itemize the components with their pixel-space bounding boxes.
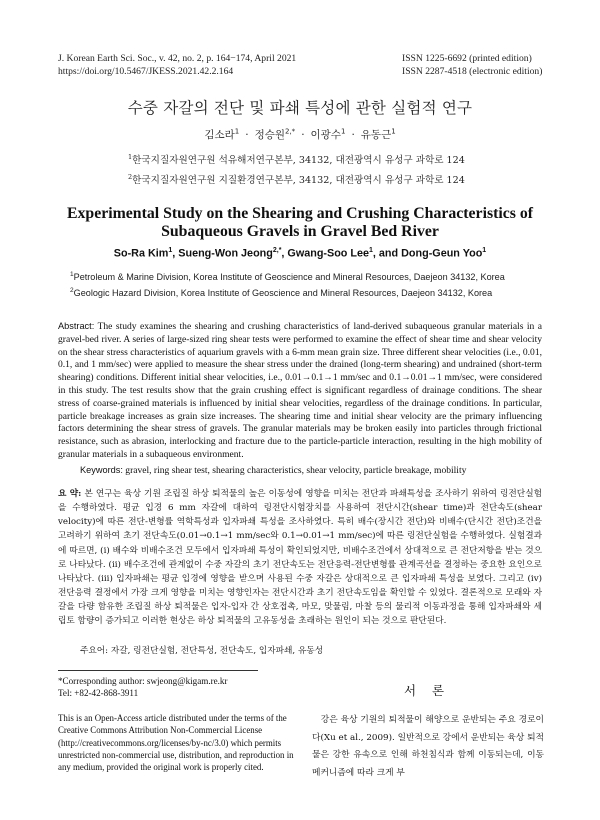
english-title — [0, 205, 600, 241]
english-title-line2: Subaqueous Gravels in Gravel Bed River — [161, 223, 439, 240]
license-notice: This is an Open-Access article distributed under the terms of the Creative Commons Attribution Non-Commercial License (http://creativecommons.org/licenses/by-nc/3.0) which permits unrestricted non-commercial use, distribution, and reproduction in any medium, provided the original work is properly cited. — [58, 713, 294, 773]
author-superscript: 1 — [168, 247, 173, 254]
author-name: Dong-Geun Yoo — [401, 247, 483, 260]
author-superscript: 1 — [369, 247, 373, 254]
korean-authors — [0, 127, 600, 142]
affiliation-line — [128, 169, 465, 189]
author-and: , and — [372, 247, 402, 260]
author-name: Sueng-Won Jeong — [178, 247, 273, 260]
korean-abstract — [58, 487, 542, 629]
author-superscript: 1 — [391, 127, 396, 136]
abstract-label: Abstract: — [58, 321, 95, 331]
abstract-text: The study examines the shearing and crushing characteristics of land-derived subaqueous granular materials in a gravel-bed river. A series of large-sized ring shear tests were performed to examine the effect of shear time and shear velocity on the shear stress characteristics of aquarium gravels with a 6-mm mean grain size. Three different shear velocities (i.e., 0.01, 0.1, and 1 mm/sec) were applied to measure the shear stress under the drained (long-term shearing) and undrained (short-term shearing) conditions. Different initial shear velocities, i.e., 0.01→0.1→1 mm/sec and 0.1→0.01→1 mm/sec, were considered in this study. The test results show that the grain crushing effect is significant regardless of drainage conditions. The shear stress of coarse-grained materials is influenced by initial shear velocities, regardless of the drainage conditions. In particular, particle breakage increases as grain size increases. The shearing time and initial shear velocity are the primary influencing factors determining the shear stress of gravels. The granular materials may be broken easily into particles through frictional resistance, such as abrasion, interlocking and fracture due to the particle-particle interaction, resulting in the high mobility of granular materials in a subaqueous environment. — [58, 321, 543, 460]
footnote-divider — [58, 670, 258, 671]
korean-keywords-text: 자갈, 링전단실험, 전단특성, 전단속도, 입자파쇄, 유동성 — [110, 646, 324, 656]
author-name: 이광수 — [310, 129, 341, 141]
correspondence — [58, 675, 288, 699]
journal-header — [58, 52, 296, 78]
author-comma: , — [281, 247, 288, 260]
issn-electronic: ISSN 2287-4518 (electronic edition) — [402, 66, 543, 77]
affiliation-superscript: 2 — [128, 173, 133, 182]
affiliation-superscript: 1 — [128, 153, 133, 161]
affiliation-line — [128, 149, 465, 169]
author-name: So-Ra Kim — [113, 247, 169, 260]
author-superscript: 2,* — [285, 127, 296, 136]
journal-citation: J. Korean Earth Sci. Soc., v. 42, no. 2, p. 164−174, April 2021 — [58, 53, 297, 64]
affiliation-text: Petroleum & Marine Division, Korea Institute of Geoscience and Mineral Resources, Daejeon 34132, Korea — [73, 272, 505, 283]
korean-keywords — [80, 644, 323, 656]
affiliation-text: 한국지질자원연구원 석유해저연구본부, 34132, 대전광역시 유성구 과학로 124 — [132, 155, 465, 167]
korean-affiliations — [128, 149, 465, 189]
english-affiliations — [70, 268, 505, 300]
corresponding-tel: Tel: +82-42-868-3911 — [58, 688, 139, 698]
keywords — [80, 465, 466, 476]
affiliation-superscript: 2 — [70, 287, 74, 295]
keywords-text: gravel, ring shear test, shearing characteristics, shear velocity, particle breakage, mobility — [125, 465, 467, 476]
author-comma: , — [172, 247, 179, 260]
author-name: 유동근 — [360, 129, 392, 141]
corresponding-author: *Corresponding author: swjeong@kigam.re.kr — [58, 676, 228, 686]
doi-link[interactable]: https://doi.org/10.5467/JKESS.2021.42.2.164 — [58, 66, 234, 77]
author-name: Gwang-Soo Lee — [287, 247, 370, 260]
korean-title: 수중 자갈의 전단 및 파쇄 특성에 관한 실험적 연구 — [127, 99, 473, 117]
introduction-text: 강은 육상 기원의 퇴적물이 해양으로 운반되는 주요 경로이다(Xu et al., 2009). 일반적으로 강에서 운반되는 육상 퇴적물은 강한 유속으로 인해 하천침식과 함께 이동되는데, 이동 메커니즘에 따라 크게 부 — [312, 715, 544, 778]
author-superscript: 1 — [482, 247, 487, 254]
author-superscript: 1 — [340, 127, 346, 136]
author-superscript: 2,* — [272, 247, 282, 254]
korean-keywords-label: 주요어: — [80, 646, 109, 656]
keywords-label: Keywords: — [80, 465, 123, 475]
author-name: 김소라 — [204, 129, 235, 141]
korean-abstract-text: 본 연구는 육상 기원 조립질 하상 퇴적물의 높은 이동성에 영향을 미치는 전단과 파쇄특성을 조사하기 위하여 링전단실험을 수행하였다. 평균 입경 6 mm 자갈에 대하여 링전단시험장치를 사용하여 전단시간(shear time)과 전단속도(shear velocity)에 따른 전단-변형률 역학특성과 입자파쇄 특성을 조사하였다. 특히 배수(장시간 전단)와 비배수(단시간 전단)조건을 고려하기 위하여 초기 전단속도(0.01→0.1→1 mm/sec와 0.1→0.01→1 mm/sec)에 따른 링전단실험을 수행하였다. 실험결과에 따르면, (i) 배수와 비배수조건 모두에서 입자파쇄 특성이 확인되었지만, 비배수조건에서 상대적으로 큰 전단저항을 받는 것으로 나타났다. (ii) 배수조건에 관계없이 수중 자갈의 초기 전단속도는 전단응력-전단변형률 관계곡선을 결정하는 중요한 요인으로 나타났다. (iii) 입자파쇄는 평균 입경에 영향을 받으며 사용된 수중 자갈은 상대적으로 큰 입자파쇄 특성을 보였다. 그리고 (iv) 전단응력 결정에서 가장 크게 영향을 미치는 영향인자는 전단시간과 초기 전단속도임을 확인할 수 있었다. 결론적으로 모래와 자갈을 다량 함유한 조립질 하상 퇴적물은 입자-입자 간 상호접촉, 마모, 맞물림, 마찰 등의 물리적 이동과정을 통해 입자파쇄와 세립토 함량이 증가되고 이러한 현상은 하상 퇴적물의 고유동성을 초래하는 원인이 되는 것으로 판단된다. — [58, 489, 542, 627]
author-superscript: 1 — [234, 127, 240, 136]
author-name: 정승원 — [254, 129, 285, 141]
english-title-line1: Experimental Study on the Shearing and Crushing Characteristics of — [66, 205, 534, 222]
author-separator: · — [301, 129, 305, 141]
abstract — [58, 320, 542, 462]
affiliation-text: Geologic Hazard Division, Korea Institute of Geoscience and Mineral Resources, Daejeon 34132, Korea — [73, 288, 493, 299]
korean-abstract-label: 요 약: — [58, 489, 82, 499]
author-separator: · — [351, 129, 355, 141]
affiliation-line — [70, 268, 505, 284]
introduction-heading: 서 론 — [403, 683, 451, 698]
english-authors — [0, 247, 600, 260]
issn-block — [402, 52, 542, 78]
affiliation-text: 한국지질자원연구원 지질환경연구본부, 34132, 대전광역시 유성구 과학로 124 — [132, 175, 465, 187]
affiliation-line — [70, 284, 505, 300]
affiliation-superscript: 1 — [70, 271, 74, 278]
author-separator: · — [245, 129, 249, 141]
issn-print: ISSN 1225-6692 (printed edition) — [402, 53, 532, 64]
